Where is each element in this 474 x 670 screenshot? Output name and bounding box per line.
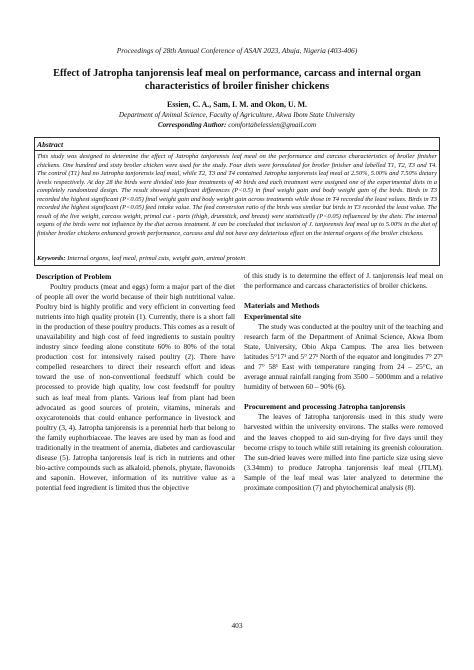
site-paragraph: The study was conducted at the poultry unit of the teaching and research farm of the Department of Animal Science, Akwa Ibom State, University, Obio Akpa Campus. The area lies between latitudes 5°17¹ and 5° 27¹ North of the equator and longitudes 7° 27¹ and 7° 58¹ East with temperature ranging from 24 – 25°C, an average annual rainfall ranging from 3500 – 5000mm and a relative humidity of between 60 – 90% (6). <box>244 323 443 392</box>
abstract-heading: Abstract <box>37 140 64 149</box>
corresponding-email[interactable]: comfortabelessien@gmail.com <box>228 120 317 129</box>
subheading-procurement: Procurement and processing Jatropha tanjorensis <box>244 402 406 412</box>
department: Department of Animal Science, Faculty of Agriculture, Akwa Ibom State University <box>118 111 356 119</box>
procurement-paragraph: The leaves of Jatropha tanjorensis used in this study were harvested within the university environs. The stalks were removed and the leaves chopped to aid sun-drying for five days until they become crispy to touch while still retaining its greenish colouration. The sun-dried leaves were milled into fine particle size using sieve (3.34mm) to produce Jatropha tanjorensis leaf meal (JTLM). Sample of the leaf meal was later analyzed to determine the proximate composition (7) and phytochemical analysis (8). <box>244 413 443 492</box>
affiliation <box>0 111 474 130</box>
abstract-divider <box>34 150 440 151</box>
problem-paragraph: Poultry products (meat and eggs) form a major part of the diet of people all over the world because of their high nutritional value. Poultry bird is highly prolific and very efficient in converting feed nutrients into high quality protein (1). Currently, there is a short fall in the production of these poultry products. This comes as a result of unavailability and high cost of feed ingredients to sustain poultry industry since feeding alone constitute 60% to 80% of the total production cost for intensively raised poultry (2). There have compelled researchers to direct their research effort and ideas toward the use of non-conventional feedstuff which could be processed to provide high quality, low cost feedstuff for poultry such as leaf meal from plants. Various leaf from plant had been advocated as good sources of protein, vitamins, minerals and oxycarotenoids that could enhance performance in livestock and poultry (3, 4). Jatropha tanjorensis is a perennial herb that belong to the family euphorbiaceae. The leaves are used by man as food and traditionally in the treatment of anemia, diabetes and cardiovascular disease (5). Jatropha tanjorensis leaf is rich in nutrients and other bio-active compounds such as alkaloid, phenols, phytate, flavonoids and saponin. However, information of its nutritive value as a potential feed ingredient is limited thus the objective <box>36 283 235 492</box>
authors: Essien, C. A., Sam, I. M. and Okon, U. M. <box>166 100 308 109</box>
section-heading-problem: Description of Problem <box>36 272 112 281</box>
corresponding-label: Corresponding Author: <box>157 120 227 129</box>
section-heading-methods: Materials and Methods <box>244 301 320 311</box>
keywords-text: Internal organs, leaf meal, primal cuts, weight gain, animal protein <box>67 255 246 262</box>
keywords <box>37 255 437 262</box>
paper-title: Effect of Jatropha tanjorensis leaf meal on performance, carcass and internal organ characteristics of broiler finisher chickens <box>53 68 421 92</box>
right-column <box>244 271 443 493</box>
abstract-text: This study was designed to determine the effect of Jatropha tanjorensis leaf meal on the performance and carcass characteristics of broiler finisher chickens. One hundred and sixty broiler chicken were used for the study. Four diets were formulated for broiler finisher and labelled T1, T2, T3 and T4. The control (T1) had no Jatropha tanjorensis leaf meal, while T2, T3 and T4 contained Jatropha tanjorensis leaf meal at 2.50%, 5.00% and 7.50% dietary levels respectively. At day 28 the birds were divided into four treatments of 40 birds and each treatment were assigned one of the experimental diets in a completely randomized design. The result showed significant differences (P<0.5) in final weight gain and body weight gain of the birds. Birds in T3 recorded the highest significant (P<0.05) final weight gain and body weight gain across treatments while those in T4 recorded the least values. Birds in T3 recorded the highest significant (P<0.05) feed intake value. The feed conversion ratio of the birds was similar but birds in T3 recorded the least value. The result of the live weight, carcass weight, primal cut - parts (thigh, drumstick, and breast) were statistically (P<0.05) influenced by the diets. The internal organs of the birds were not influence by the diet across treatment. It can be concluded that inclusion of J. tanjorensis leaf meal up to 5.00% in the diet of finisher broiler chickens enhanced growth performance, carcass and did not have any deleterious effect on the internal organs of the broiler chickens. <box>37 153 437 237</box>
left-column <box>36 271 235 493</box>
running-head: Proceedings of 28th Annual Conference of ASAN 2023, Abuja, Nigeria (403-406) <box>116 46 358 55</box>
subheading-site: Experimental site <box>244 312 302 322</box>
corresponding-author <box>0 121 474 131</box>
page-number: 403 <box>231 621 243 630</box>
keywords-label: Keywords: <box>37 255 66 262</box>
objective-paragraph: of this study is to determine the effect of J. tanjorensis leaf meal on the performance and carcass characteristics of broiler chickens. <box>244 272 443 291</box>
